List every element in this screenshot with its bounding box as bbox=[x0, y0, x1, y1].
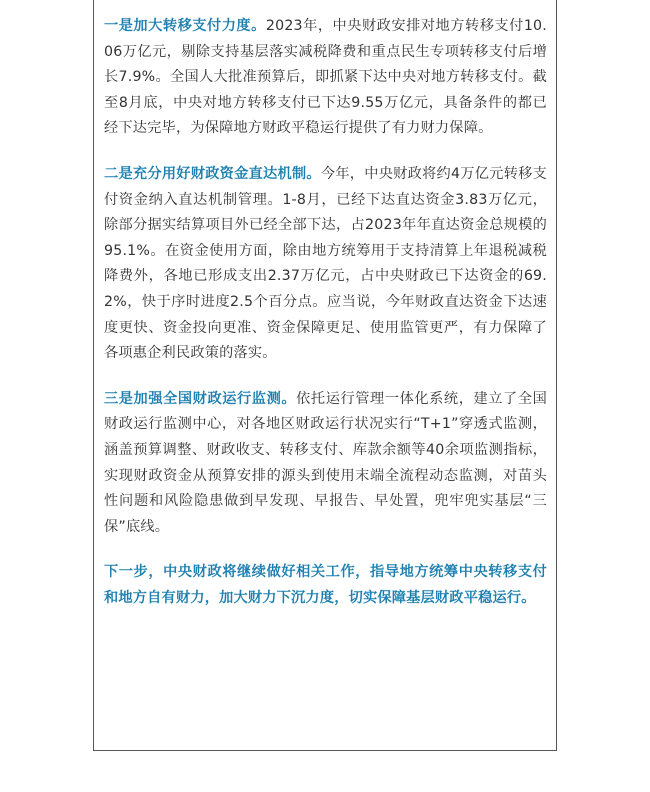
paragraph-conclusion: 下一步，中央财政将继续做好相关工作，指导地方统筹中央转移支付和地方自有财力，加大财力下沉力度，切实保障基层财政平稳运行。 bbox=[104, 564, 547, 606]
article-content bbox=[104, 14, 547, 631]
paragraph-body: 2023年，中央财政安排对地方转移支付10.06万亿元，剔除支持基层落实减税降费和重点民生专项转移支付后增长7.9%。全国人大批准预算后，即抓紧下达中央对地方转移支付。截至8月底，中央对地方转移支付已下达9.55万亿元，具备条件的都已经下达完毕，为保障地方财政平稳运行提供了有力财力保障。 bbox=[104, 18, 547, 137]
paragraph-lead: 三是加强全国财政运行监测。 bbox=[104, 390, 297, 407]
paragraph-monitoring bbox=[104, 387, 547, 541]
paragraph-direct-funding bbox=[104, 162, 547, 367]
paragraph-body: 依托运行管理一体化系统，建立了全国财政运行监测中心，对各地区财政运行状况实行“T+1”穿透式监测，涵盖预算调整、财政收支、转移支付、库款余额等40余项监测指标，实现财政资金从预算安排的源头到使用末端全流程动态监测，对苗头性问题和风险隐患做到早发现、早报告、早处置，兜牢兜实基层“三保”底线。 bbox=[104, 390, 547, 535]
paragraph-lead: 二是充分用好财政资金直达机制。 bbox=[104, 165, 321, 182]
paragraph-body: 今年，中央财政将约4万亿元转移支付资金纳入直达机制管理。1-8月，已经下达直达资金3.83万亿元，除部分据实结算项目外已经全部下达，占2023年年直达资金总规模的95.1%。在资金使用方面，除由地方统筹用于支持清算上年退税减税降费外，各地已形成支出2.37万亿元，占中央财政已下达资金的69.2%，快于序时进度2.5个百分点。应当说，今年财政直达资金下达速度更快、资金投向更准、资金保障更足、使用监管更严，有力保障了各项惠企利民政策的落实。 bbox=[104, 165, 547, 362]
paragraph-lead: 一是加大转移支付力度。 bbox=[104, 18, 266, 34]
paragraph-transfer-payments bbox=[104, 14, 547, 142]
article-frame bbox=[93, 0, 557, 751]
